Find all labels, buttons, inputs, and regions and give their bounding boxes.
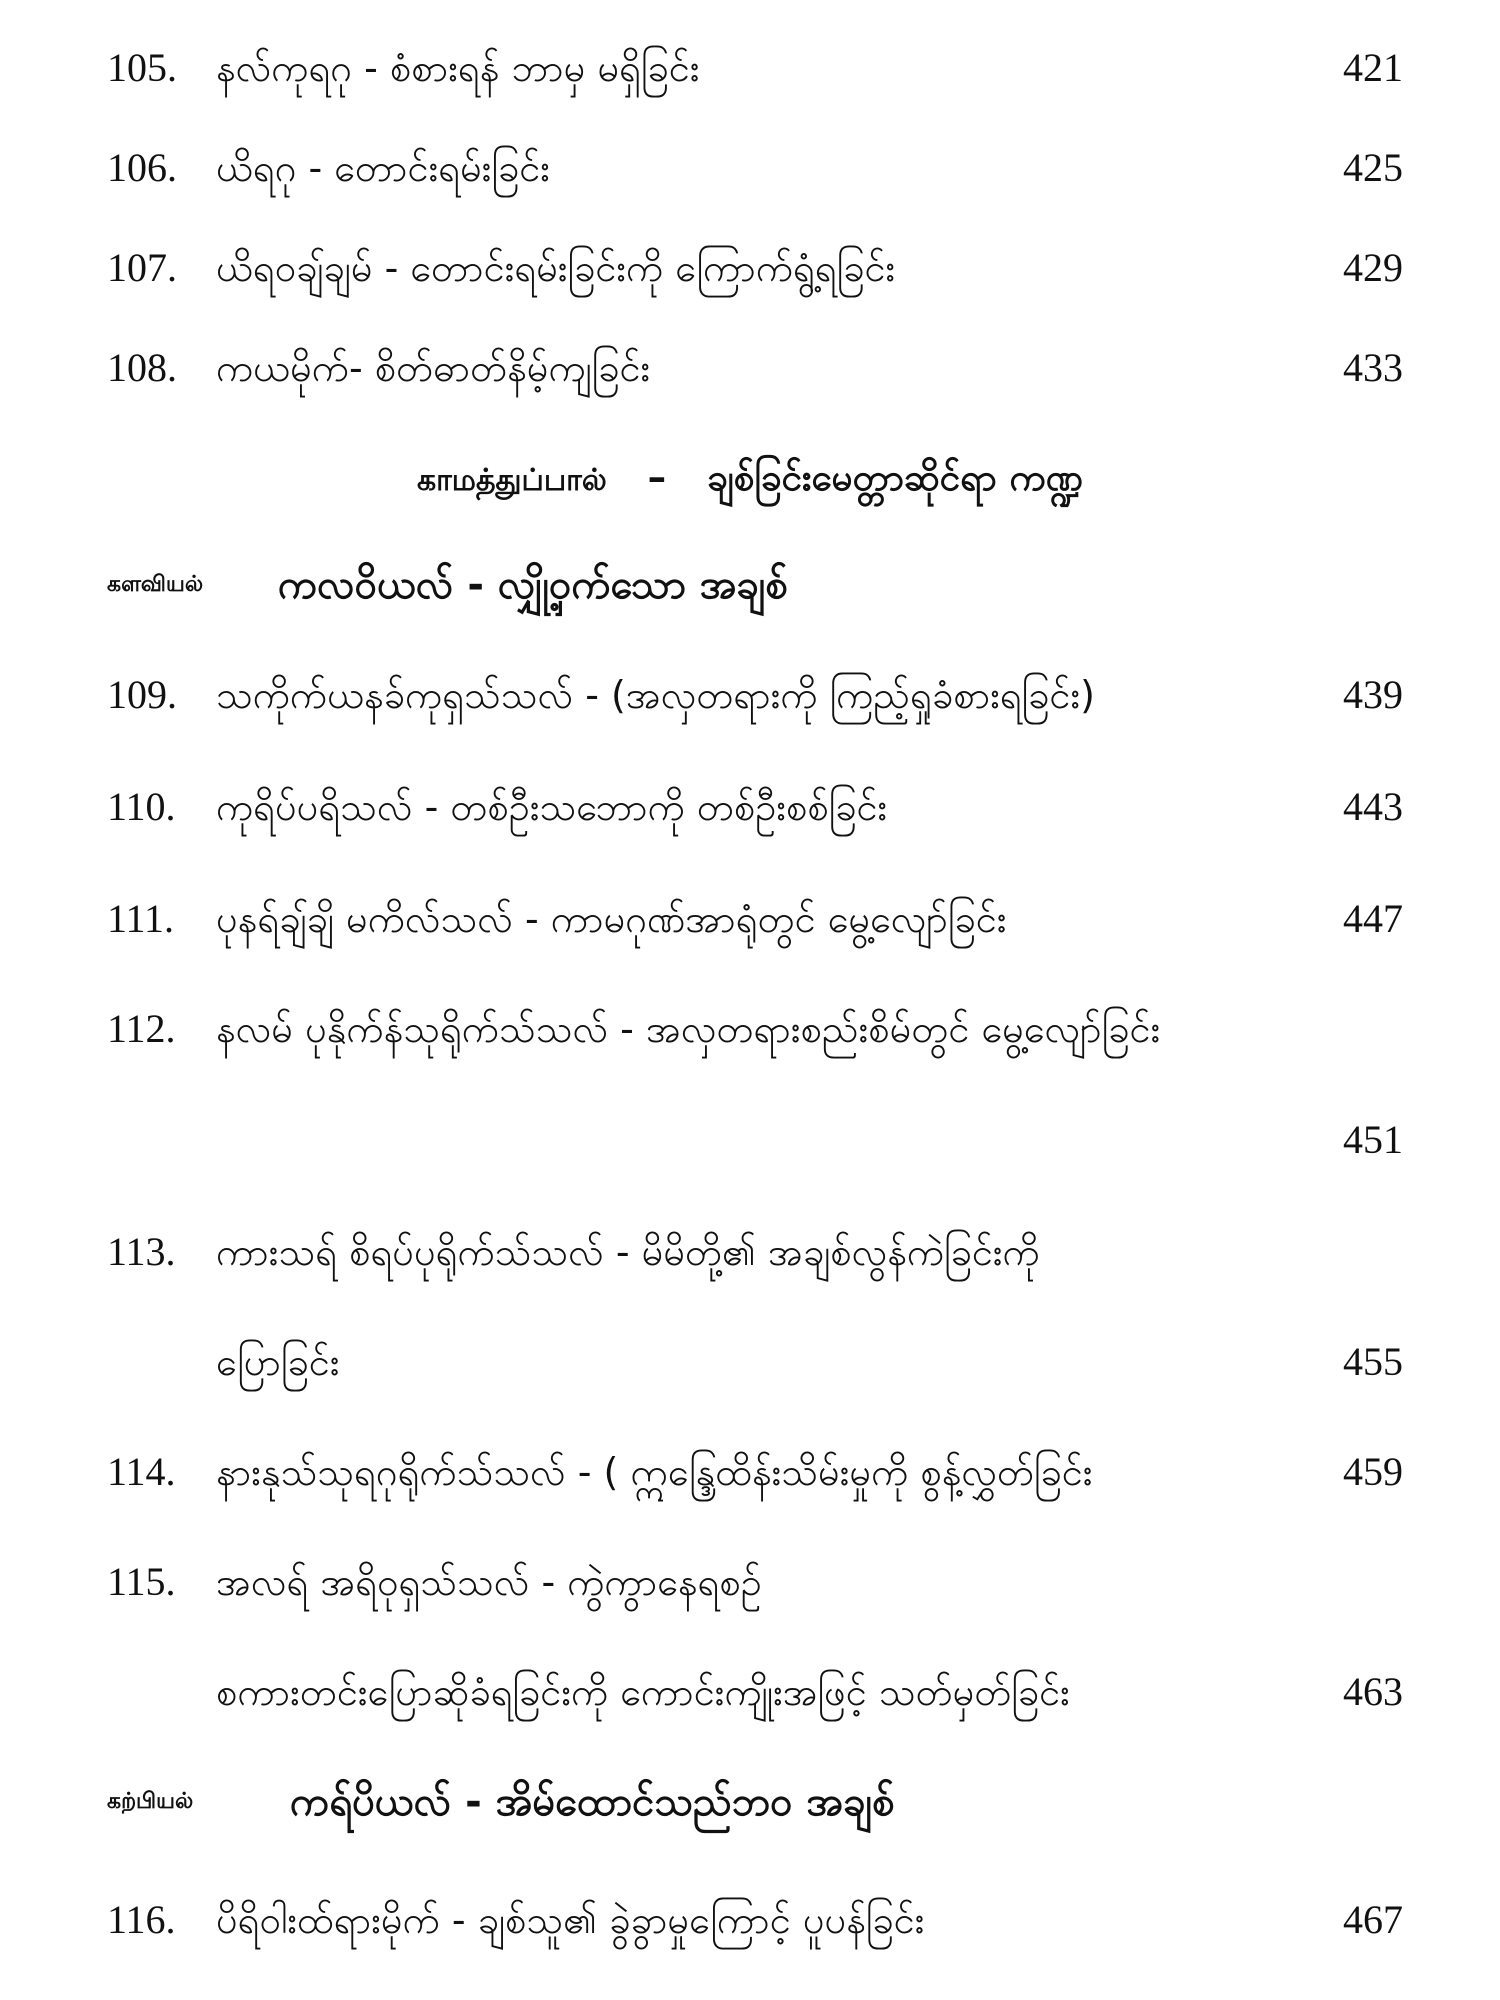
subsection-heading-karpiyal bbox=[0, 1762, 1500, 1842]
entry-number: 108. bbox=[107, 345, 177, 390]
entry-page-number: 459 bbox=[1343, 1449, 1403, 1494]
toc-entry-115-cont bbox=[0, 1652, 1500, 1732]
section-heading bbox=[0, 438, 1500, 521]
entry-page-number: 433 bbox=[1343, 345, 1403, 390]
section-heading-burmese: ချစ်ခြင်းမေတ္တာဆိုင်ရာ ကဏ္ဍ bbox=[707, 456, 1084, 499]
entry-page-number: 463 bbox=[1343, 1669, 1403, 1714]
toc-entry-107 bbox=[0, 228, 1500, 308]
toc-entry-114 bbox=[0, 1432, 1500, 1512]
entry-page-number: 467 bbox=[1343, 1897, 1403, 1942]
toc-entry-108 bbox=[0, 328, 1500, 408]
entry-title: ပုနရ်ချ်ချိ မကိလ်သလ် - ကာမဂုဏ်အာရုံတွင် မွေ့လျော်ခြင်း bbox=[216, 897, 1007, 941]
entry-page-number: 451 bbox=[1343, 1117, 1403, 1162]
entry-number: 114. bbox=[107, 1449, 176, 1494]
section-heading-tamil: காமத்துப்பால் bbox=[416, 463, 607, 498]
toc-entry-113-cont bbox=[0, 1322, 1500, 1402]
entry-number: 105. bbox=[107, 45, 177, 90]
entry-title-continuation: ပြောခြင်း bbox=[216, 1340, 340, 1384]
entry-title: ကုရိပ်ပရိသလ် - တစ်ဦးသဘောကို တစ်ဦးစစ်ခြင်း bbox=[216, 785, 888, 829]
toc-entry-116 bbox=[0, 1880, 1500, 1960]
subsection-title: ကလဝိယလ် - လျှို့ဝှက်သော အချစ် bbox=[278, 562, 788, 608]
entry-title: သကိုက်ယနခ်ကုရှသ်သလ် - (အလှတရားကို ကြည့်ရှုခံစားရခြင်း) bbox=[216, 673, 1095, 717]
entry-title: ယိရဝချ်ချမ် - တောင်းရမ်းခြင်းကို ကြောက်ရွံ့ရခြင်း bbox=[216, 246, 896, 290]
toc-entry-109 bbox=[0, 655, 1500, 735]
toc-entry-110 bbox=[0, 767, 1500, 847]
toc-entry-106 bbox=[0, 128, 1500, 208]
entry-page-number: 429 bbox=[1343, 245, 1403, 290]
entry-number: 112. bbox=[107, 1006, 176, 1051]
subsection-heading-kalaviyal bbox=[0, 545, 1500, 625]
entry-number: 110. bbox=[107, 784, 176, 829]
entry-page-number: 425 bbox=[1343, 145, 1403, 190]
entry-number: 116. bbox=[107, 1897, 176, 1942]
toc-entry-113 bbox=[0, 1212, 1500, 1292]
section-heading-dash: – bbox=[647, 456, 667, 499]
entry-page-number: 455 bbox=[1343, 1339, 1403, 1384]
subsection-prefix: களவியல் bbox=[107, 572, 204, 597]
entry-number: 107. bbox=[107, 245, 177, 290]
entry-title: နလ်ကုရဂု - စံစားရန် ဘာမှ မရှိခြင်း bbox=[216, 46, 700, 90]
entry-number: 111. bbox=[107, 896, 175, 941]
entry-title: ကယမိုက်- စိတ်ဓာတ်နိမ့်ကျခြင်း bbox=[216, 346, 651, 390]
entry-title: ပိရိဝါးထ်ရားမိုက် - ချစ်သူ၏ ခွဲခွာမှုကြောင့် ပူပန်ခြင်း bbox=[216, 1898, 925, 1942]
entry-number: 109. bbox=[107, 672, 177, 717]
entry-title: ယိရဂု - တောင်းရမ်းခြင်း bbox=[216, 146, 550, 190]
entry-page-number: 439 bbox=[1343, 672, 1403, 717]
entry-title: နားနုသ်သုရဂုရိုက်သ်သလ် - ( ဣန္ဒြေထိန်းသိမ်းမှုကို စွန့်လွှတ်ခြင်း bbox=[216, 1450, 1093, 1494]
entry-title: နလမ် ပုနိုက်န်သုရိုက်သ်သလ် - အလှတရားစည်းစိမ်တွင် မွေ့လျော်ခြင်း bbox=[216, 1007, 1161, 1051]
entry-number: 106. bbox=[107, 145, 177, 190]
entry-title-continuation: စကားတင်းပြောဆိုခံရခြင်းကို ကောင်းကျိုးအဖြင့် သတ်မှတ်ခြင်း bbox=[216, 1670, 1070, 1714]
toc-entry-115 bbox=[0, 1542, 1500, 1622]
toc-entry-112 bbox=[0, 989, 1500, 1069]
subsection-title: ကရ်ပိယလ် - အိမ်ထောင်သည်ဘဝ အချစ် bbox=[290, 1779, 895, 1825]
entry-page-number: 421 bbox=[1343, 45, 1403, 90]
entry-number: 113. bbox=[107, 1229, 176, 1274]
toc-entry-105 bbox=[0, 28, 1500, 108]
toc-entry-112-page-line bbox=[0, 1100, 1500, 1180]
entry-title: အလရ် အရိဝုရှသ်သလ် - ကွဲကွာနေရစဉ် bbox=[216, 1560, 762, 1604]
entry-page-number: 443 bbox=[1343, 784, 1403, 829]
toc-entry-111 bbox=[0, 879, 1500, 959]
subsection-prefix: கற்பியல் bbox=[107, 1789, 194, 1814]
entry-number: 115. bbox=[107, 1559, 176, 1604]
entry-title: ကားသရ် စိရပ်ပုရိုက်သ်သလ် - မိမိတို့၏ အချစ်လွန်ကဲခြင်းကို bbox=[216, 1230, 1040, 1274]
entry-page-number: 447 bbox=[1343, 896, 1403, 941]
